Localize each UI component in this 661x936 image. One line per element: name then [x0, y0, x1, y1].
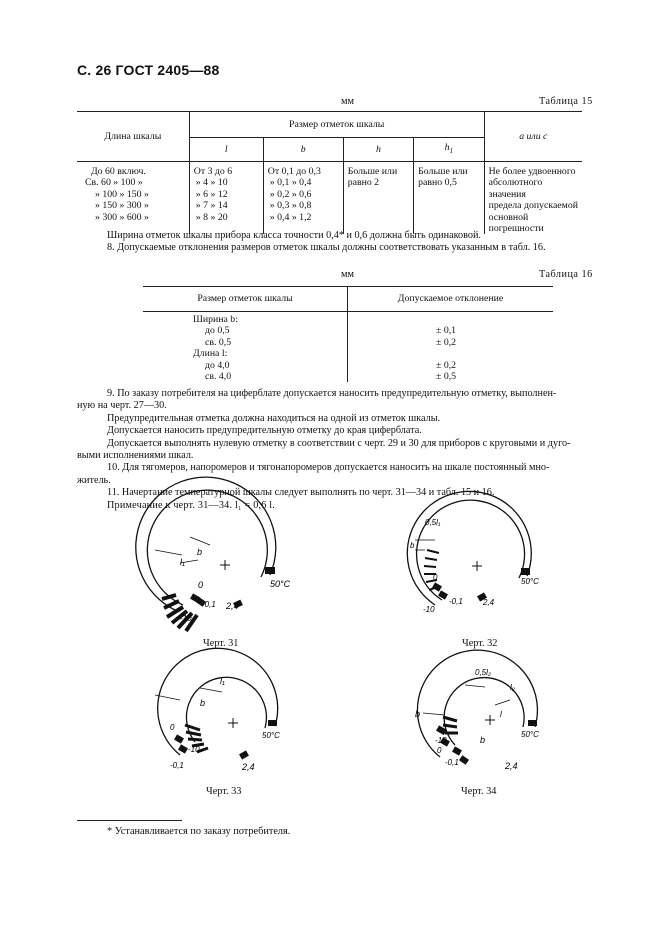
fig31-l1-label: l₁ [180, 557, 185, 567]
fig31-b-label: b [197, 547, 203, 557]
fig32-v24-label: 2,4 [483, 598, 495, 607]
paragraphs: 9. По заказу потребителя на циферблате допускается наносить предупредительную отметку, выполнен- ную на черт. 27—30. Предупредительная отметка должна находиться на одной из отметок шкалы. Допускается наносить предупредительную отметку до края циферблата. Допускается выполнять нулевую отметку в соответствии с черт. 29 и 30 для приборов с круговыми и дуго- выми исполнениями шкал. 10. Для тягомеров, напоромеров и тягонапоромеров допускается наносить на шкале постоянный мно- житель. 11. Начертание температурной шкалы следует выполнять по черт. 31—34 и табл. 15 и 16. Примечание к черт. 31—34. l₁ = 0,6 l. [77, 388, 571, 511]
fig33-m01-label: -0,1 [170, 761, 184, 770]
fig34-l-label: l [500, 710, 502, 719]
fig32-half-l1-label: 0,5l₁ [425, 518, 441, 527]
col-l: От 3 до 6 » 4 » 10 » 6 » 12 » 7 » 14 » 8 » 20 [189, 162, 263, 235]
fig34-m10-label: -10 [435, 736, 447, 745]
fig34-v24-label: 2,4 [505, 761, 518, 771]
caption-fig31: Черт. 31 [203, 638, 239, 649]
fig31-c50-label: 50°C [270, 579, 291, 589]
fig33-l1-label: l₁ [220, 676, 225, 686]
th-mark-size: Размер отметок шкалы [189, 112, 484, 138]
col-tolerance-16: ± 0,1 ± 0,2 ± 0,2 ± 0,5 [348, 312, 554, 383]
table-16 [143, 286, 553, 382]
fig33-v24-label: 2,4 [242, 762, 255, 772]
fig32-c50-label: 50°C [521, 577, 539, 586]
th-b: b [263, 138, 343, 162]
table15-caption: Таблица 15 [539, 96, 593, 107]
fig34-b-label: b [415, 709, 421, 719]
table16-unit: мм [341, 269, 355, 280]
table15-unit: мм [341, 96, 355, 107]
fig32-m01-label: -0,1 [449, 597, 463, 606]
caption-fig33: Черт. 33 [206, 786, 242, 797]
figure-32 [405, 510, 545, 630]
caption-fig34: Черт. 34 [461, 786, 497, 797]
fig32-zero-label: 0 [433, 573, 438, 582]
figure-33 [150, 670, 290, 775]
caption-fig32: Черт. 32 [462, 638, 498, 649]
col-a-or-c: Не более удвоенного абсолютного значения предела допускаемой основной погрешности [484, 162, 582, 235]
table16-caption: Таблица 16 [539, 269, 593, 280]
figure-31 [150, 515, 290, 635]
page-header: С. 26 ГОСТ 2405—88 [77, 62, 220, 78]
table-15 [77, 111, 582, 234]
figure-34 [405, 665, 545, 775]
th-tolerance: Допускаемое отклонение [348, 287, 554, 312]
fig34-m01-label: -0,1 [445, 758, 459, 767]
th-l: l [189, 138, 263, 162]
fig31-m10-label: -10 [180, 614, 192, 623]
fig34-c50-label: 50°C [521, 730, 539, 739]
fig34-b2-label: b [480, 735, 486, 745]
fig33-c50-label: 50°C [262, 731, 280, 740]
fig32-m10-label: -10 [423, 605, 435, 614]
th-scale-length: Длина шкалы [77, 112, 189, 162]
fig33-m10-label: -10 [188, 745, 200, 754]
th-h1: $h_1$ [414, 138, 484, 162]
fig33-zero-label: 0 [170, 723, 175, 732]
th-mark-size-16: Размер отметок шкалы [143, 287, 348, 312]
fig34-l2-label: l₂ [510, 683, 515, 692]
fig31-m01-label: -0,1 [202, 600, 216, 609]
fig33-b-label: b [200, 698, 206, 708]
col-size-16: Ширина b: до 0,5 св. 0,5 Длина l: до 4,0 св. 4,0 [193, 314, 238, 383]
th-h: h [343, 138, 413, 162]
fig34-zero-label: 0 [437, 746, 442, 755]
fig32-b-label: b [410, 541, 415, 550]
footnote: * Устанавливается по заказу потребителя. [107, 826, 291, 837]
col-b: От 0,1 до 0,3 » 0,1 » 0,4 » 0,2 » 0,6 » 0,3 » 0,8 » 0,4 » 1,2 [263, 162, 343, 235]
fig31-v24-label: 2,4 [226, 601, 239, 611]
col-h1: Больше или равно 0,5 [414, 162, 484, 235]
th-a-or-c: a или c [484, 112, 582, 162]
text-after-table15: Ширина отметок шкалы прибора класса точности 0,4* и 0,6 должна быть одинаковой. 8. Допускаемые отклонения размеров отметок шкалы должны соответствовать указанным в табл. 16. [107, 230, 546, 254]
fig34-half-l2-label: 0,5l₂ [475, 668, 491, 677]
col-scale-length: До 60 включ. Св. 60 » 100 » » 100 » 150 » » 150 » 300 » » 300 » 600 » [77, 162, 189, 235]
footnote-divider [77, 820, 182, 821]
fig31-zero-label: 0 [198, 580, 204, 590]
col-h: Больше или равно 2 [343, 162, 413, 235]
